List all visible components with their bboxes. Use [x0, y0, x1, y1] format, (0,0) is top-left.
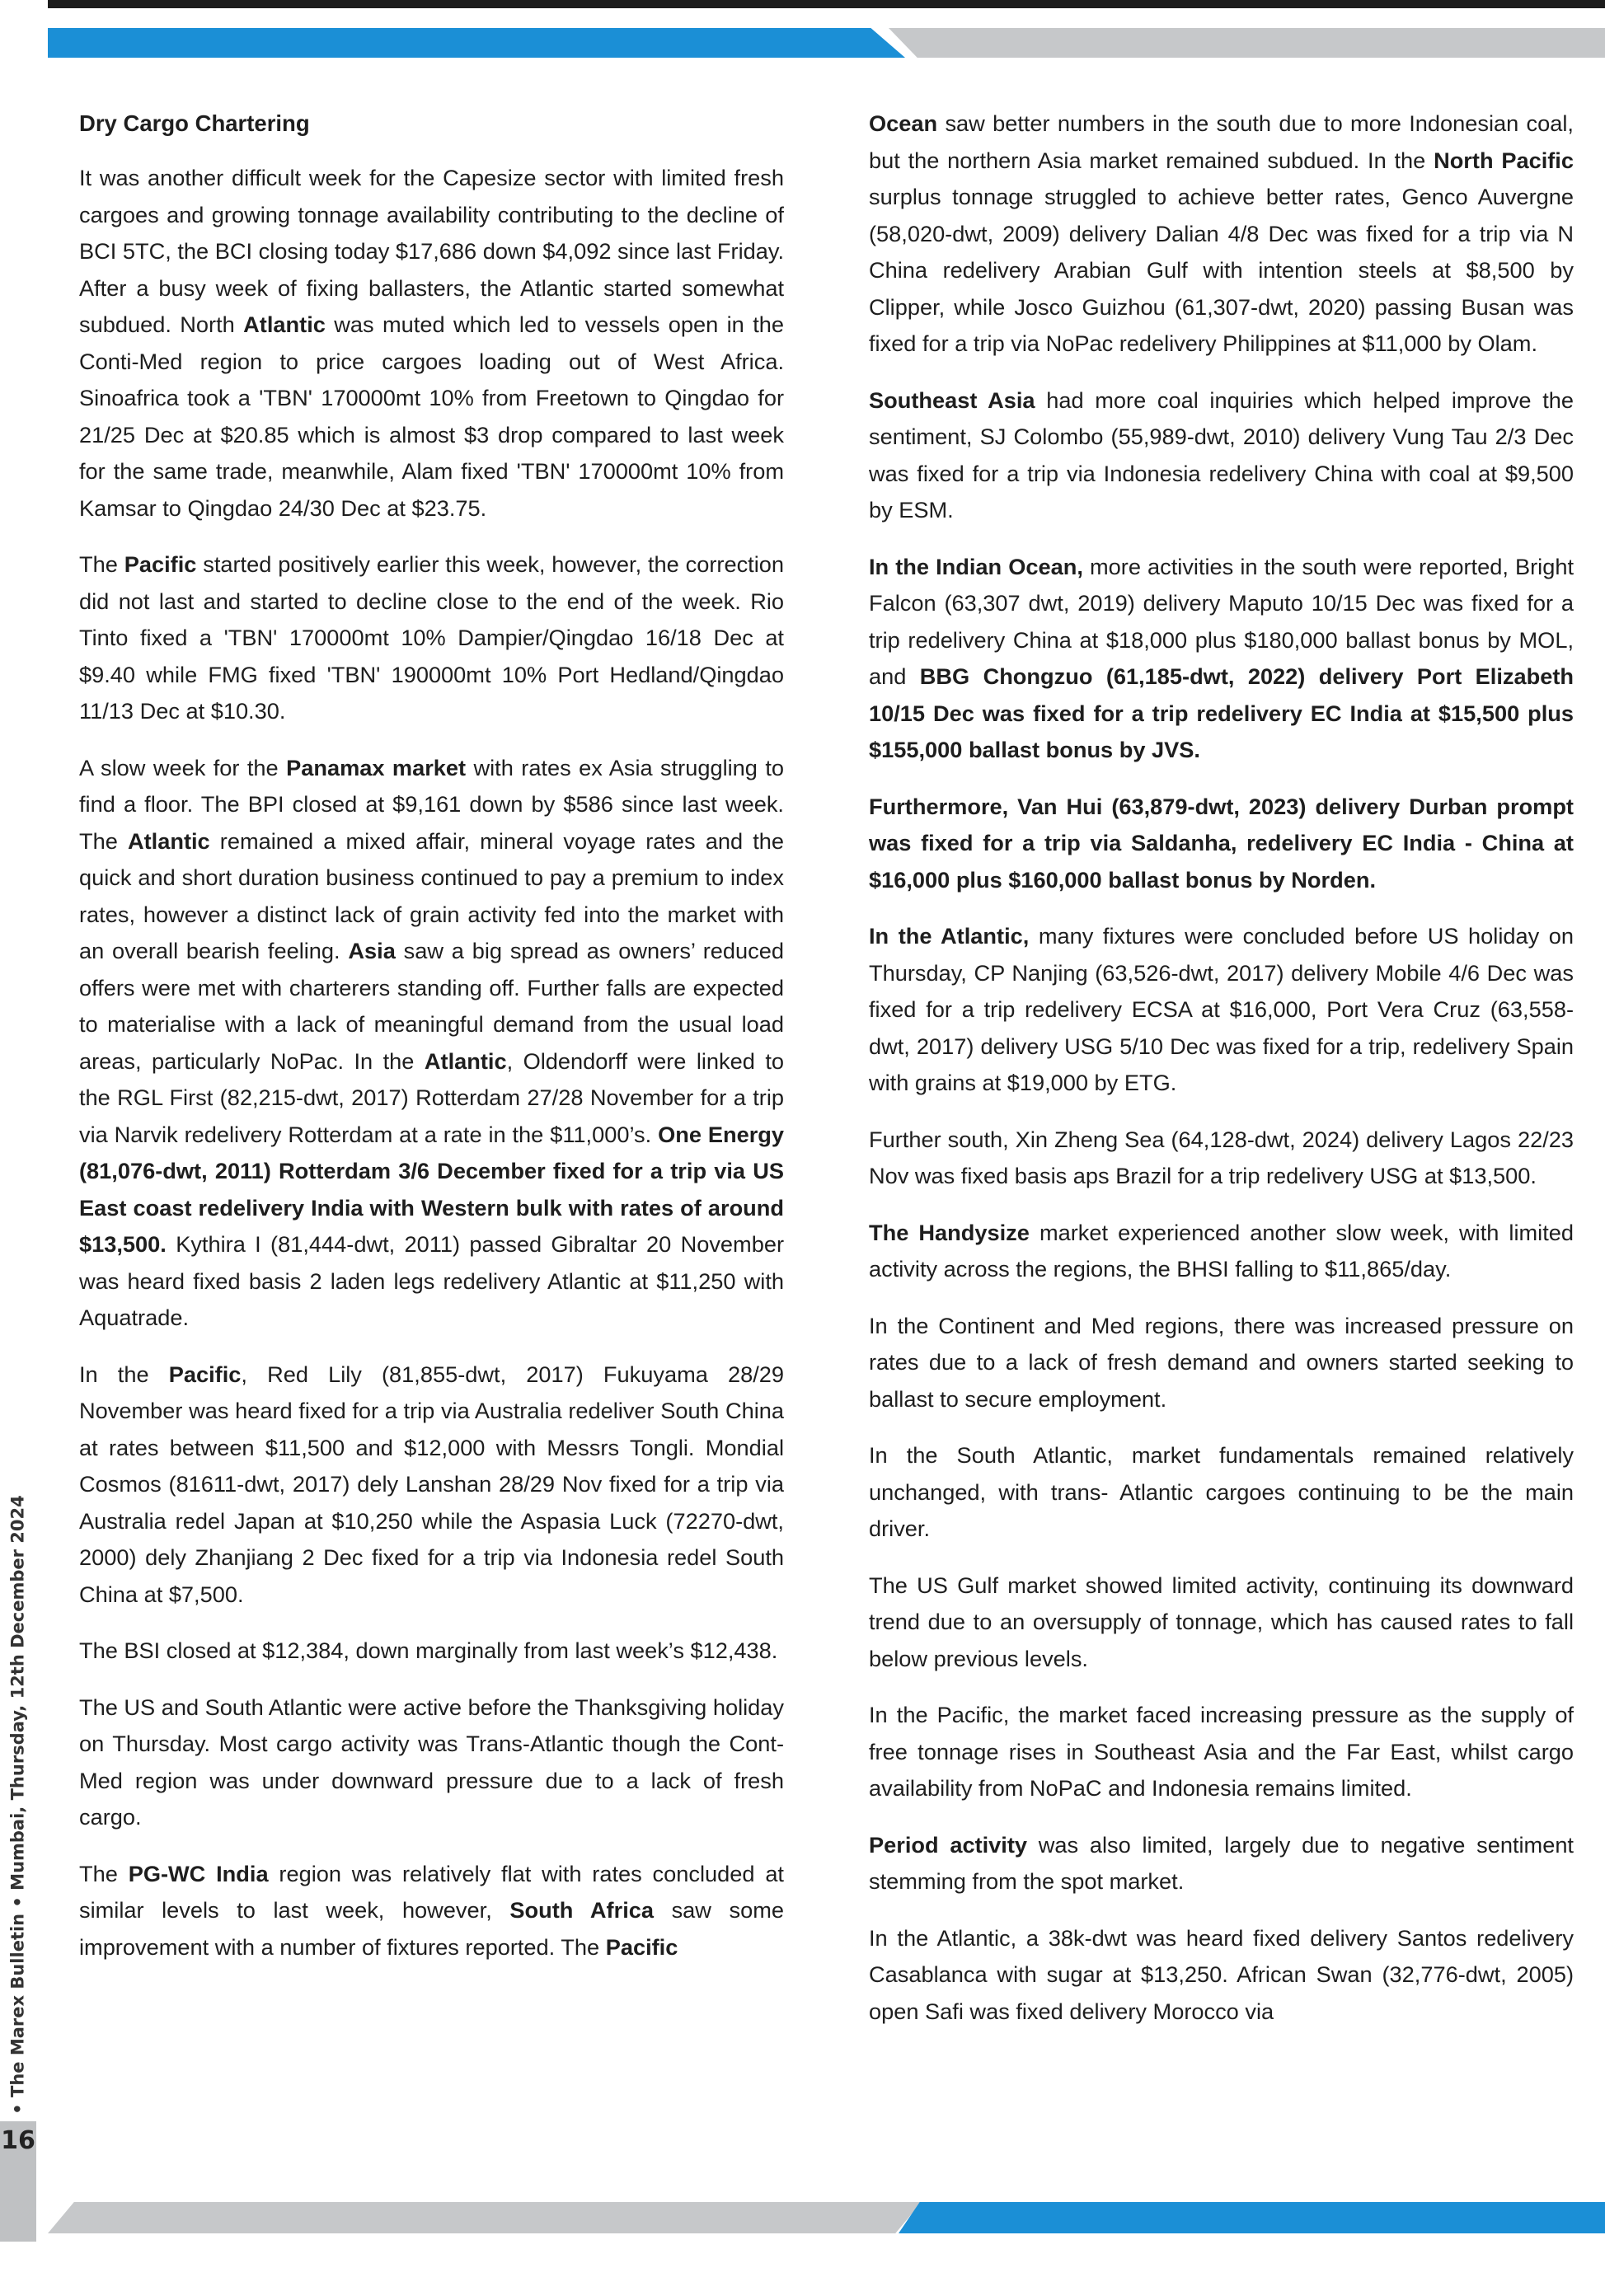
paragraph-indian-ocean: In the Indian Ocean, more activities in the south were reported, Bright Falcon (63,307 dwt, 2019) delivery Maputo 10/15 Dec was fixed for a trip redelivery China at $18,000 plus $180,000 ballast bonus by MOL, and BBG Chongzuo (61,185-dwt, 2022) delivery Port Elizabeth 10/15 Dec was fixed for a trip redelivery EC India at $15,500 plus $155,000 ballast bonus by JVS.	[869, 553, 1574, 762]
header-band-blue	[48, 28, 905, 58]
paragraph-further-south: Further south, Xin Zheng Sea (64,128-dwt, 2024) delivery Lagos 22/23 Nov was fixed basis aps Brazil for a trip redelivery USG at $13,500.	[869, 1126, 1574, 1188]
paragraph-atlantic-period: In the Atlantic, a 38k-dwt was heard fixed delivery Santos redelivery Casablanca with sugar at $13,250. African Swan (32,776-dwt, 2005) open Safi was fixed delivery Morocco via	[869, 1924, 1574, 2024]
paragraph-pacific-pressure: In the Pacific, the market faced increasing pressure as the supply of free tonnage rises in Southeast Asia and the Far East, whilst cargo availability from NoPaC and Indonesia remains limited.	[869, 1702, 1574, 1801]
header-band-gray	[889, 28, 1605, 58]
paragraph-panamax: A slow week for the Panamax market with rates ex Asia struggling to find a floor. The BPI closed at $9,161 down by $586 since last week. The Atlantic remained a mixed affair, mineral voyage rates and the quick and short duration business continued to pay a premium to index rates, however a distinct lack of grain activity fed into the market with an overall bearish feeling. Asia saw a big spread as owners’ reduced offers were met with charterers standing off. Further falls are expected to materialise with a lack of meaningful demand from the usual load areas, particularly NoPac. In the Atlantic, Oldendorff were linked to the RGL First (82,215-dwt, 2017) Rotterdam 27/28 November for a trip via Narvik redelivery Rotterdam at a rate in the $11,000’s. One Energy (81,076-dwt, 2011) Rotterdam 3/6 December fixed for a trip via US East coast redelivery India with Western bulk with rates of around $13,500. Kythira I (81,444-dwt, 2011) passed Gibraltar 20 November was heard fixed basis 2 laden legs redelivery Atlantic at $11,250 with Aquatrade.	[79, 754, 785, 1330]
footer-band-gray	[48, 2202, 922, 2233]
paragraph-capesize: It was another difficult week for the Capesize sector with limited fresh cargoes and growing tonnage availability contributing to the decline of BCI 5TC, the BCI closing today $17,686 down $4,092 since last Friday. After a busy week of fixing ballasters, the Atlantic started somewhat subdued. North Atlantic was muted which led to vessels open in the Conti-Med region to price cargoes loading out of West Africa. Sinoafrica took a 'TBN' 170000mt 10% from Freetown to Qingdao for 21/25 Dec at $20.85 which is almost $3 drop compared to last week for the same trade, meanwhile, Alam fixed 'TBN' 170000mt 10% from Kamsar to Qingdao 24/30 Dec at $23.75.	[79, 165, 784, 521]
left-column	[79, 105, 784, 1985]
paragraph-period-activity: Period activity was also limited, largely due to negative sentiment stemming from the spot market.	[869, 1831, 1574, 1894]
paragraph-atlantic-fixtures: In the Atlantic, many fixtures were concluded before US holiday on Thursday, CP Nanjing (63,526-dwt, 2017) delivery Mobile 4/6 Dec was fixed for a trip redelivery ECSA at $16,000, Port Vera Cruz (63,558-dwt, 2017) delivery USG 5/10 Dec was fixed for a trip, redelivery Spain with grains at $19,000 by ETG.	[869, 923, 1574, 1095]
top-rule	[48, 0, 1605, 8]
paragraph-continent-med: In the Continent and Med regions, there was increased pressure on rates due to a lack of fresh demand and owners started seeking to ballast to secure employment.	[869, 1312, 1574, 1412]
paragraph-pacific: The Pacific started positively earlier this week, however, the correction did not last and started to decline close to the end of the week. Rio Tinto fixed a 'TBN' 170000mt 10% Dampier/Qingdao 16/18 Dec at $9.40 while FMG fixed 'TBN' 190000mt 10% Port Hedland/Qingdao 11/13 Dec at $10.30.	[79, 551, 784, 724]
paragraph-pacific-fixtures: In the Pacific, Red Lily (81,855-dwt, 2017) Fukuyama 28/29 November was heard fixed for a trip via Australia redeliver South China at rates between $11,500 and $12,000 with Messrs Tongli. Mondial Cosmos (81611-dwt, 2017) dely Lanshan 28/29 Nov fixed for a trip via Australia redel Japan at $10,250 while the Aspasia Luck (72270-dwt, 2000) dely Zhanjiang 2 Dec fixed for a trip via Indonesia redel South China at $7,500.	[79, 1361, 785, 1607]
paragraph-pacific-ocean: Ocean saw better numbers in the south due to more Indonesian coal, but the northern Asia market remained subdued. In the North Pacific surplus tonnage struggled to achieve better rates, Genco Auvergne (58,020-dwt, 2009) delivery Dalian 4/8 Dec was fixed for a trip via N China redelivery Arabian Gulf with intention steels at $8,500 by Clipper, while Josco Guizhou (61,307-dwt, 2020) passing Busan was fixed for a trip via NoPac redelivery Philippines at $11,000 by Olam.	[869, 110, 1574, 356]
paragraph-handysize: The Handysize market experienced another slow week, with limited activity across the regions, the BHSI falling to $11,865/day.	[869, 1219, 1574, 1282]
paragraph-pg-wc-india: The PG-WC India region was relatively flat with rates concluded at similar levels to last week, however, South Africa saw some improvement with a number of fixtures reported. The Pacific	[79, 1860, 784, 1960]
paragraph-south-atlantic: In the South Atlantic, market fundamentals remained relatively unchanged, with trans- Atlantic cargoes continuing to be the main driver.	[869, 1442, 1574, 1541]
paragraph-bsi: The BSI closed at $12,384, down marginally from last week’s $12,438.	[79, 1638, 778, 1663]
publication-line: • The Marex Bulletin • Mumbai, Thursday, 12th December 2024	[8, 1495, 29, 2115]
page-number: 16	[1, 2126, 35, 2155]
right-column	[869, 105, 1574, 2050]
footer-band-blue	[899, 2202, 1605, 2233]
paragraph-us-south-atlantic: The US and South Atlantic were active before the Thanksgiving holiday on Thursday. Most cargo activity was Trans-Atlantic though the Cont-Med region was under downward pressure due to a lack of fresh cargo.	[79, 1694, 784, 1830]
section-heading: Dry Cargo Chartering	[79, 110, 310, 136]
paragraph-southeast-asia: Southeast Asia had more coal inquiries which helped improve the sentiment, SJ Colombo (55,989-dwt, 2010) delivery Vung Tau 2/3 Dec was fixed for a trip via Indonesia redelivery China with coal at $9,500 by ESM.	[869, 387, 1574, 522]
sidebar-publication-label	[0, 1483, 36, 2126]
paragraph-van-hui: Furthermore, Van Hui (63,879-dwt, 2023) delivery Durban prompt was fixed for a trip via Saldanha, redelivery EC India - China at $16,000 plus $160,000 ballast bonus by Norden.	[869, 793, 1574, 893]
paragraph-us-gulf: The US Gulf market showed limited activity, continuing its downward trend due to an oversupply of tonnage, which has caused rates to fall below previous levels.	[869, 1572, 1574, 1671]
